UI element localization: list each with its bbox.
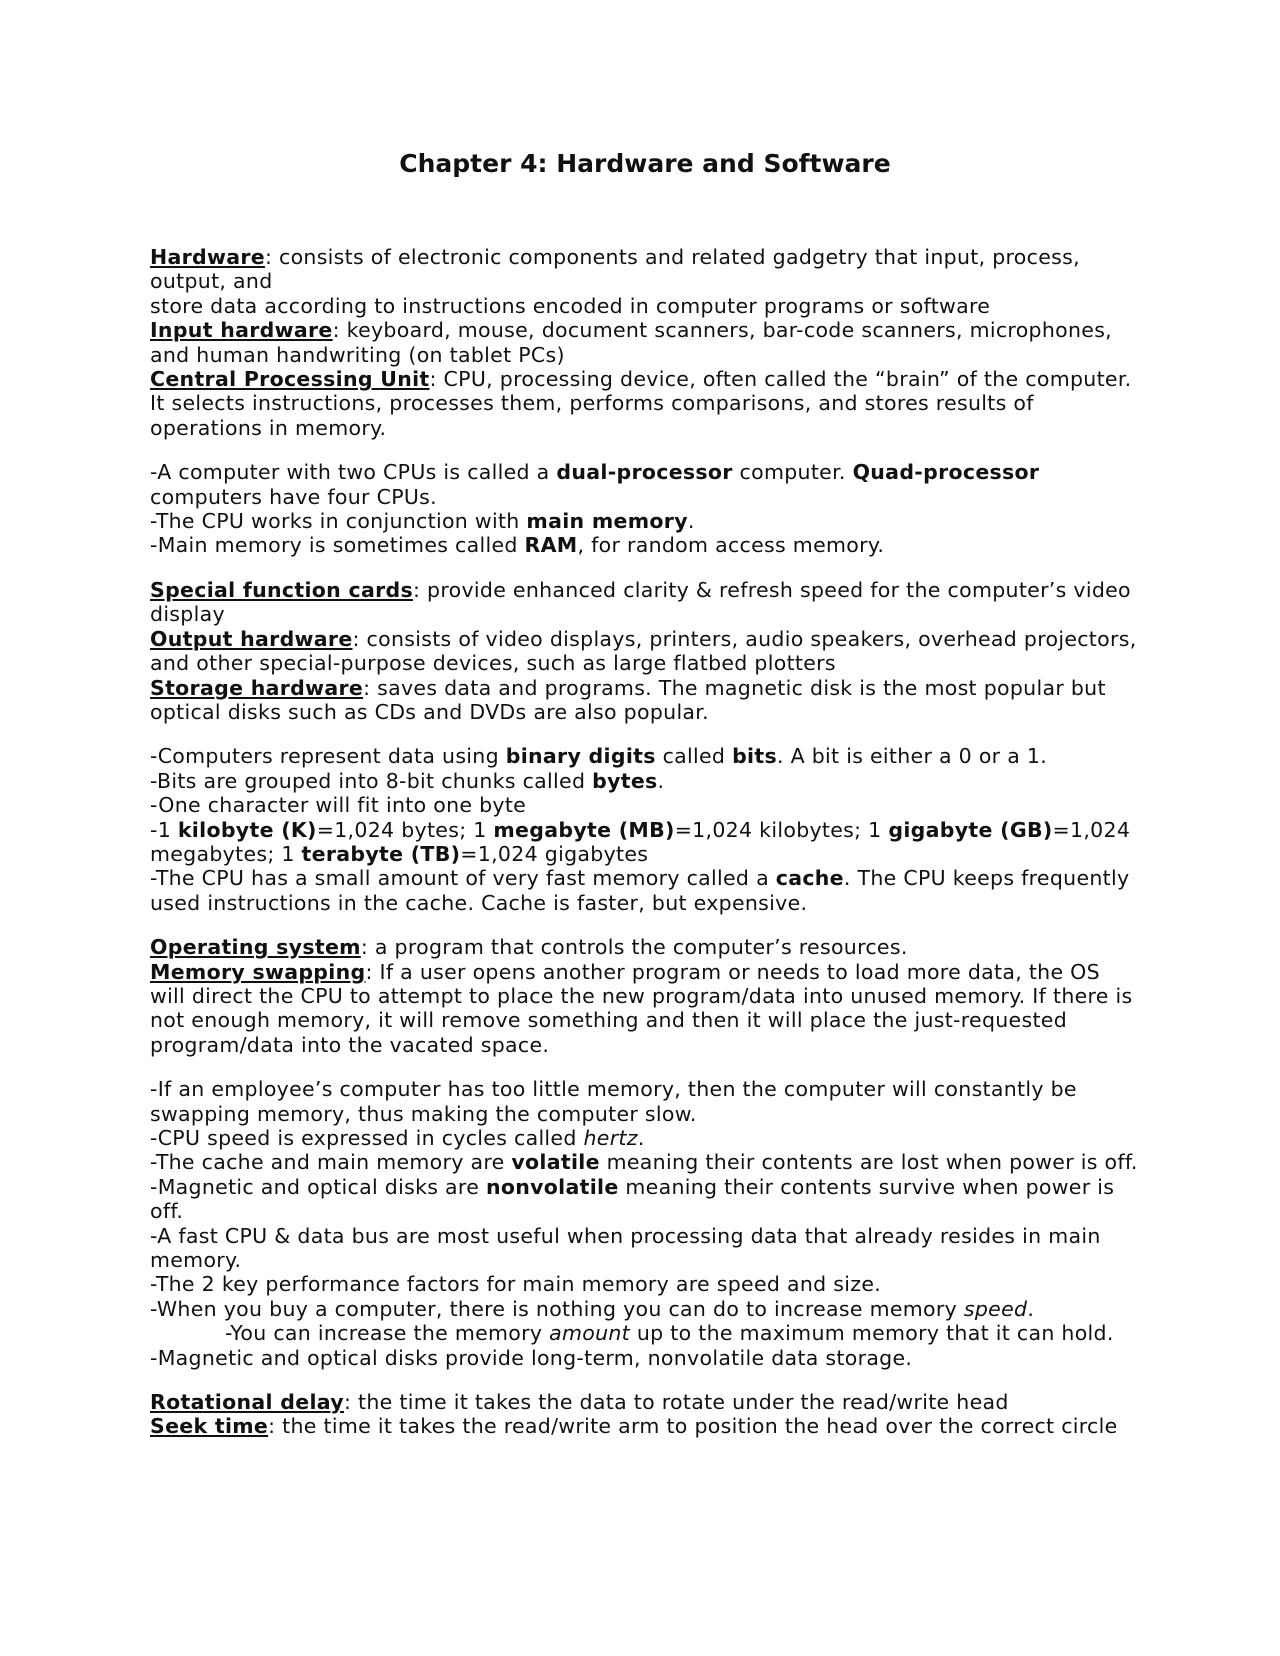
- note-text: -1: [150, 817, 178, 842]
- ram-bold: RAM: [524, 533, 578, 558]
- binary-digits-bold: binary digits: [505, 744, 656, 769]
- hertz-italic: hertz: [583, 1126, 638, 1150]
- volatile-note: [150, 1150, 1140, 1174]
- output-hardware-definition: [150, 627, 1140, 676]
- dual-processor-bold: dual-processor: [556, 460, 733, 485]
- input-hardware-term: Input hardware: [150, 318, 333, 343]
- document-title: Chapter 4: Hardware and Software: [399, 149, 891, 178]
- output-hardware-text: : consists of video displays, printers, audio speakers, overhead projectors, and other special-purpose devices, such as large flatbed plotters: [150, 626, 1137, 676]
- note-text: -The cache and main memory are: [150, 1150, 512, 1175]
- note-text: meaning their contents survive when power is off.: [150, 1174, 1115, 1224]
- employee-memory-note: -If an employee’s computer has too little memory, then the computer will constantly be swapping memory, thus making the computer slow.: [150, 1077, 1077, 1126]
- character-note: -One character will fit into one byte: [150, 793, 527, 818]
- note-text: =1,024 megabytes; 1: [150, 817, 1131, 866]
- seek-time-text: : the time it takes the read/write arm to position the head over the correct circle: [268, 1414, 1118, 1439]
- note-text: computer.: [732, 460, 853, 485]
- rotational-delay-definition: [150, 1390, 1140, 1414]
- memory-swapping-term: Memory swapping: [150, 959, 366, 984]
- note-text: meaning their contents are lost when power is off.: [599, 1150, 1138, 1175]
- note-text: -The CPU works in conjunction with: [150, 509, 527, 534]
- note-text: -Magnetic and optical disks are: [150, 1174, 486, 1199]
- note-text: , for random access memory.: [577, 533, 885, 558]
- bits-bold: bits: [732, 744, 777, 769]
- note-text: -You can increase the memory: [225, 1321, 550, 1346]
- memory-speed-note: [150, 1297, 1140, 1321]
- special-cards-definition: [150, 578, 1140, 627]
- memory-swapping-text: : If a user opens another program or needs to load more data, the OS will direct the CPU to attempt to place the new program/data into unused memory. If there is not enough memory, it will remove something and then it will place the just-requested program/data into the vacated space.: [150, 959, 1133, 1057]
- note-text: computers have four CPUs.: [150, 484, 437, 509]
- note-text: .: [637, 1126, 645, 1150]
- input-hardware-definition: [150, 318, 1140, 367]
- note-text: =1,024 bytes; 1: [316, 817, 494, 842]
- hardware-definition-continued: store data according to instructions encoded in computer programs or software: [150, 293, 991, 318]
- rotational-delay-text: : the time it takes the data to rotate under the read/write head: [343, 1390, 1009, 1415]
- quad-processor-bold: Quad-processor: [852, 460, 1040, 485]
- input-hardware-text: : keyboard, mouse, document scanners, bar-code scanners, microphones, and human handwriting (on tablet PCs): [150, 318, 1112, 367]
- nonvolatile-bold: nonvolatile: [485, 1174, 619, 1199]
- storage-hardware-definition: [150, 676, 1140, 725]
- note-text: =1,024 kilobytes; 1: [674, 817, 889, 842]
- output-hardware-term: Output hardware: [150, 626, 353, 651]
- note-text: -The CPU has a small amount of very fast memory called a: [150, 866, 776, 891]
- storage-hardware-term: Storage hardware: [150, 675, 364, 700]
- gigabyte-bold: gigabyte (GB): [888, 817, 1053, 842]
- special-cards-text: : provide enhanced clarity & refresh speed for the computer’s video display: [150, 577, 1131, 627]
- seek-time-term: Seek time: [150, 1414, 269, 1439]
- special-cards-term: Special function cards: [150, 577, 413, 602]
- operating-system-term: Operating system: [150, 935, 361, 960]
- memory-amount-note: [150, 1321, 1140, 1345]
- volatile-bold: volatile: [511, 1150, 600, 1175]
- note-text: -Bits are grouped into 8-bit chunks called: [150, 768, 593, 793]
- cpu-term: Central Processing Unit: [150, 367, 430, 392]
- note-text: -Computers represent data using: [150, 744, 506, 769]
- note-text: -A computer with two CPUs is called a: [150, 460, 557, 485]
- main-memory-bold: main memory: [526, 509, 688, 534]
- hardware-term: Hardware: [150, 245, 265, 269]
- bits-note: [150, 744, 1140, 768]
- seek-time-definition: [150, 1414, 1140, 1438]
- speed-italic: speed: [963, 1296, 1028, 1321]
- nonvolatile-note: [150, 1175, 1140, 1224]
- note-text: up to the maximum memory that it can hold.: [630, 1321, 1114, 1346]
- cache-note: [150, 866, 1140, 915]
- key-factors-note: -The 2 key performance factors for main memory are speed and size.: [150, 1272, 882, 1297]
- cache-bold: cache: [775, 866, 844, 891]
- hardware-definition: [150, 245, 1140, 294]
- amount-italic: amount: [549, 1321, 631, 1346]
- note-text: =1,024 gigabytes: [460, 841, 649, 866]
- document-body: [150, 245, 1140, 1439]
- terabyte-bold: terabyte (TB): [301, 841, 461, 866]
- cpu-text: : CPU, processing device, often called the “brain” of the computer. It selects instructions, processes them, performs comparisons, and stores results of operations in memory.: [150, 367, 1132, 440]
- operating-system-text: : a program that controls the computer’s resources.: [360, 935, 908, 960]
- fast-cpu-note: -A fast CPU & data bus are most useful when processing data that already resides in main memory.: [150, 1223, 1101, 1273]
- note-text: .: [687, 509, 695, 534]
- note-text: . The CPU keeps frequently used instructions in the cache. Cache is faster, but expensive.: [150, 866, 1130, 915]
- dual-processor-note: [150, 460, 1140, 509]
- bytes-bold: bytes: [592, 768, 658, 793]
- storage-hardware-text: : saves data and programs. The magnetic disk is the most popular but optical disks such as CDs and DVDs are also popular.: [150, 675, 1106, 724]
- note-text: .: [1027, 1296, 1035, 1321]
- kilobyte-bold: kilobyte (K): [177, 817, 317, 842]
- note-text: .: [657, 768, 665, 793]
- note-text: -When you buy a computer, there is nothing you can do to increase memory: [150, 1296, 964, 1321]
- operating-system-definition: [150, 935, 1140, 959]
- note-text: -Main memory is sometimes called: [150, 533, 525, 558]
- memory-swapping-definition: [150, 960, 1140, 1058]
- hertz-note: [150, 1126, 1140, 1150]
- cpu-definition: [150, 367, 1140, 440]
- rotational-delay-term: Rotational delay: [150, 1390, 344, 1415]
- disk-storage-note: -Magnetic and optical disks provide long-term, nonvolatile data storage.: [150, 1345, 913, 1370]
- ram-note: [150, 533, 1140, 557]
- hardware-text-1: : consists of electronic components and related gadgetry that input, process, output, and: [150, 245, 1080, 294]
- megabyte-bold: megabyte (MB): [493, 817, 675, 842]
- note-text: . A bit is either a 0 or a 1.: [776, 744, 1048, 769]
- note-text: -CPU speed is expressed in cycles called: [150, 1126, 584, 1150]
- note-text: called: [655, 744, 733, 769]
- units-note: [150, 818, 1140, 867]
- main-memory-note: [150, 509, 1140, 533]
- bytes-note: [150, 769, 1140, 793]
